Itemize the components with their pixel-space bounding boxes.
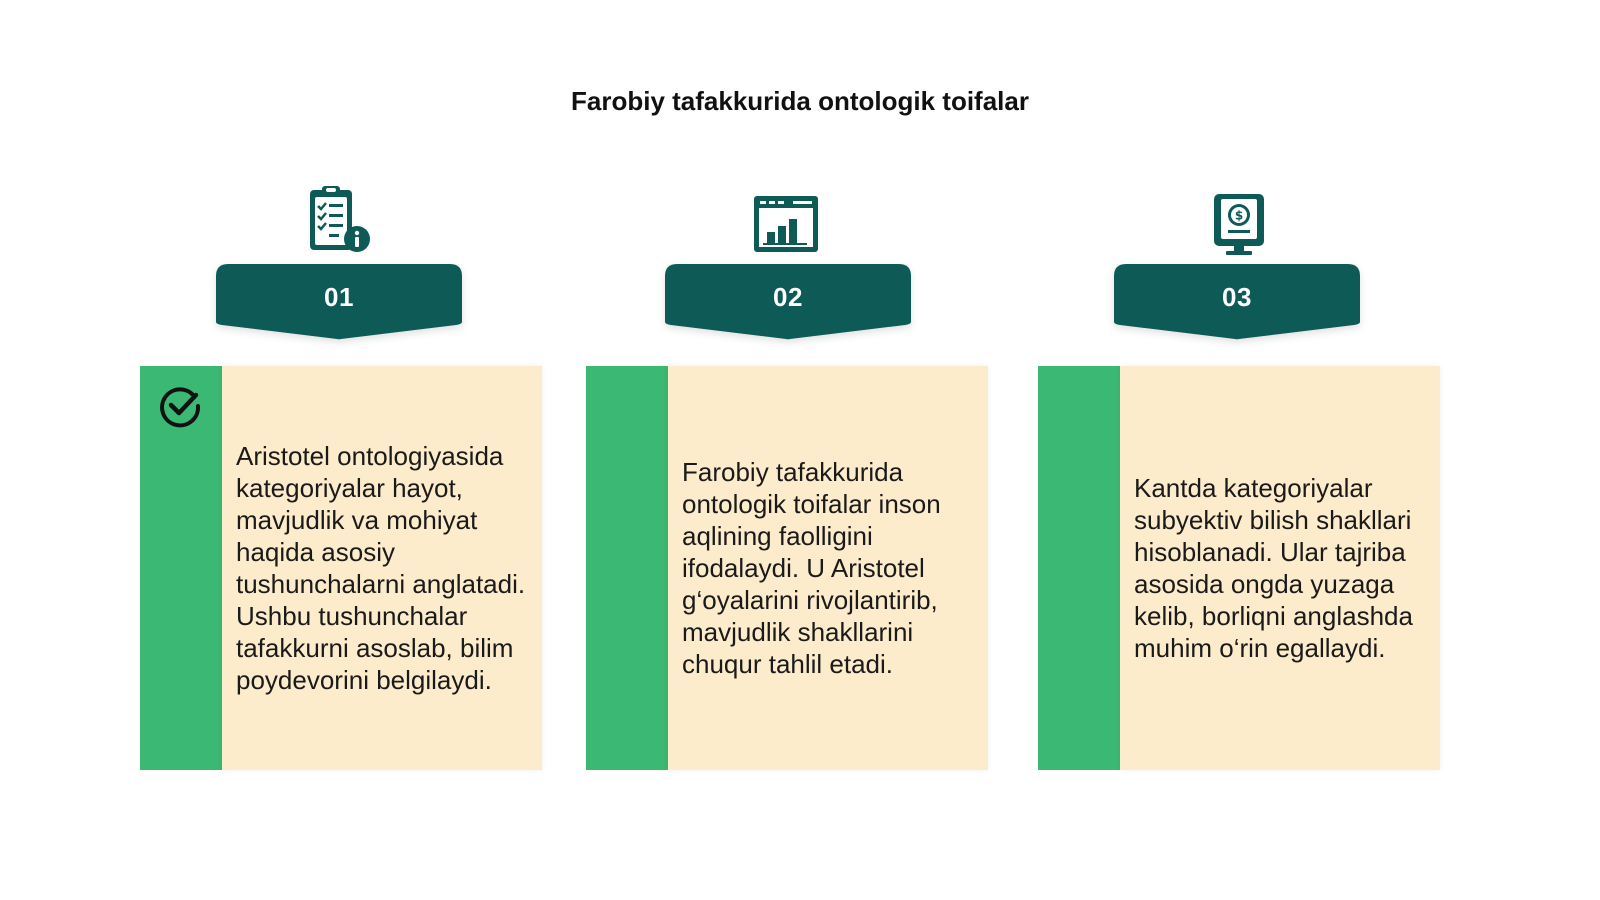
step-badge-2: [665, 264, 911, 348]
card-body-2: [668, 366, 988, 770]
step-badge-1: [216, 264, 462, 348]
svg-text:$: $: [1234, 208, 1244, 223]
browser-bar-chart-icon: [751, 188, 821, 260]
card-body-3: [1120, 366, 1440, 770]
page-title: Farobiy tafakkurida ontologik toifalar: [571, 86, 1029, 116]
card-text-1: Aristotel ontologiyasida kategoriyalar hayot, mavjudlik va mohiyat haqida asosiy tushunchalarni anglatadi. Ushbu tushunchalar tafakkurni asoslab, bilim poydevorini belgilaydi.: [236, 441, 526, 695]
card-accent-bar-2: [586, 366, 668, 770]
card-accent-bar-3: [1038, 366, 1120, 770]
step-badge-3: [1114, 264, 1360, 348]
card-body-1: [222, 366, 542, 770]
step-number-1: 01: [324, 282, 354, 312]
clipboard-checklist-info-icon: [304, 184, 374, 256]
check-circle-icon: [156, 382, 204, 430]
monitor-dollar-icon: [1204, 190, 1274, 262]
card-text-2: Farobiy tafakkurida ontologik toifalar inson aqlining faolligini ifodalaydi. U Aristotel g‘oyalarini rivojlantirib, mavjudlik shakllarini chuqur tahlil etadi.: [682, 457, 941, 679]
step-number-3: 03: [1222, 282, 1252, 312]
step-number-2: 02: [773, 282, 803, 312]
card-text-3: Kantda kategoriyalar subyektiv bilish shakllari hisoblanadi. Ular tajriba asosida ongda yuzaga kelib, borliqni anglashda muhim o‘rin egallaydi.: [1134, 473, 1413, 663]
